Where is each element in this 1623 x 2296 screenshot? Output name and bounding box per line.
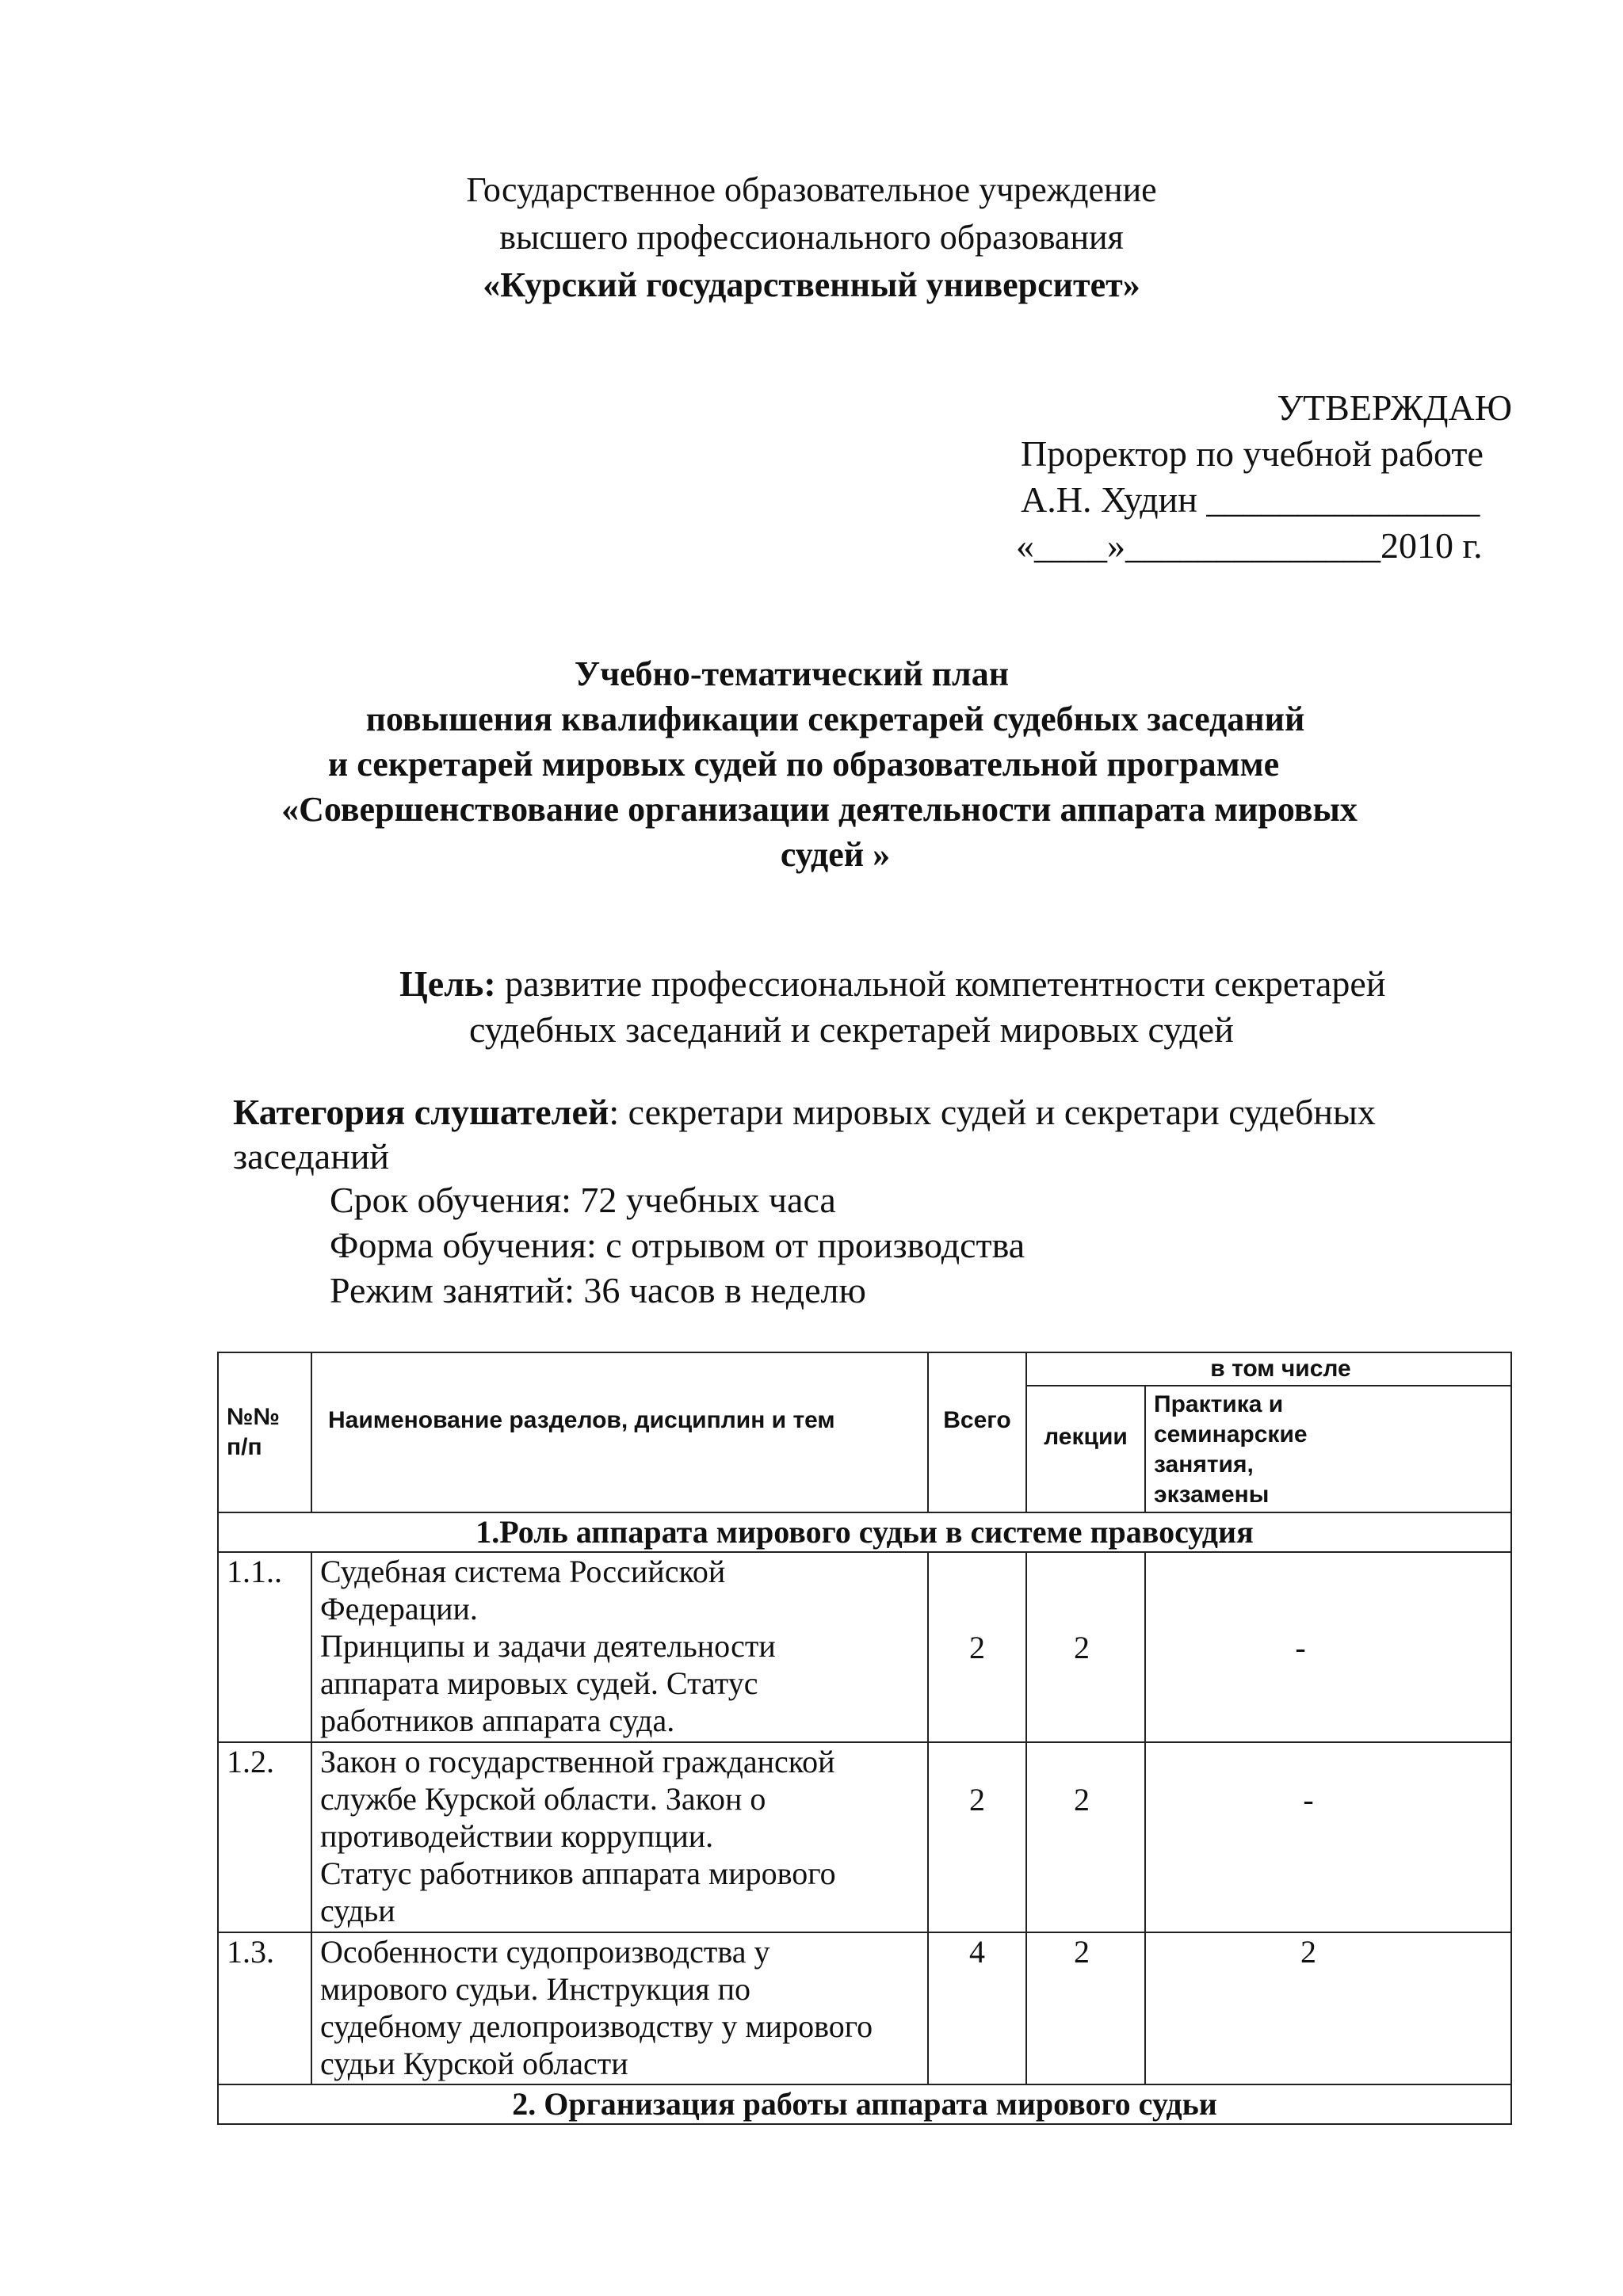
goal-line-1 <box>399 960 1385 1008</box>
row-lectures: 2 <box>1026 1552 1145 1742</box>
listeners-category <box>233 1090 1533 1179</box>
row-lectures: 2 <box>1026 1932 1145 2084</box>
institution-line-2: высшего профессионального образования <box>499 218 1124 257</box>
row-total: 4 <box>928 1932 1026 2084</box>
row-title-line: Статус работников аппарата мирового <box>320 1855 836 1891</box>
document-title <box>0 651 1623 877</box>
header-number <box>218 1352 311 1512</box>
title-line-5: судей » <box>780 835 891 874</box>
header-total: Всего <box>928 1352 1026 1512</box>
row-number: 1.1.. <box>218 1552 311 1742</box>
row-title <box>311 1742 928 1932</box>
title-line-4: «Совершенствование организации деятельности аппарата мировых <box>281 790 1358 829</box>
row-title <box>311 1932 928 2084</box>
approval-position: Проректор по учебной работе <box>1021 433 1484 474</box>
row-title-line: судьи Курской области <box>320 2046 628 2081</box>
header-name: Наименование разделов, дисциплин и тем <box>311 1352 928 1512</box>
row-title-line: Судебная система Российской <box>320 1554 726 1589</box>
row-title-line: службе Курской области. Закон о <box>320 1781 766 1817</box>
section-2-heading: 2. Организация работы аппарата мирового судьи <box>218 2084 1511 2124</box>
study-mode: Режим занятий: 36 часов в неделю <box>330 1270 866 1310</box>
row-title-line: Закон о государственной гражданской <box>320 1744 835 1779</box>
table-row <box>218 1932 1511 2084</box>
institution-line-1: Государственное образовательное учреждение <box>466 170 1157 209</box>
row-practice: 2 <box>1145 1932 1511 2084</box>
row-total: 2 <box>928 1552 1026 1742</box>
institution-header <box>0 166 1623 309</box>
table-row <box>218 1742 1511 1932</box>
listeners-label: Категория слушателей <box>233 1092 609 1132</box>
header-including: в том числе <box>1026 1352 1511 1386</box>
header-number-line-1: №№ <box>227 1404 280 1430</box>
goal-text-1: развитие профессиональной компетентности секретарей <box>495 963 1386 1004</box>
header-practice-line-1: Практика и <box>1154 1391 1284 1417</box>
row-title-line: мирового судьи. Инструкция по <box>320 1971 750 2007</box>
row-title-line: Особенности судопроизводства у <box>320 1934 770 1970</box>
row-title-line: противодействии коррупции. <box>320 1818 714 1854</box>
approval-title: УТВЕРЖДАЮ <box>1277 387 1512 428</box>
university-name: «Курский государственный университет» <box>483 265 1140 304</box>
row-title-line: работников аппарата суда. <box>320 1703 675 1738</box>
approval-signatory: А.Н. Худин _______________ <box>1021 479 1480 520</box>
title-line-1: Учебно-тематический план <box>574 654 1010 693</box>
goal-label: Цель: <box>399 963 496 1004</box>
header-practice-line-3: занятия, <box>1154 1451 1254 1478</box>
row-title-line: Федерации. <box>320 1591 478 1627</box>
approval-block <box>1016 385 1512 569</box>
row-title-line: судебному делопроизводству у мирового <box>320 2008 873 2044</box>
header-lectures: лекции <box>1026 1386 1145 1512</box>
curriculum-table <box>217 1352 1512 2125</box>
goal-text-2: судебных заседаний и секретарей мировых судей <box>469 1009 1234 1050</box>
row-practice: - <box>1145 1742 1511 1932</box>
title-line-3: и секретарей мировых судей по образовательной программе <box>327 745 1280 784</box>
row-title-line: Принципы и задачи деятельности <box>320 1628 776 1664</box>
row-number: 1.3. <box>218 1932 311 2084</box>
row-lectures: 2 <box>1026 1742 1145 1932</box>
header-practice <box>1145 1386 1511 1512</box>
section-1-heading: 1.Роль аппарата мирового судьи в системе правосудия <box>218 1512 1511 1552</box>
header-number-line-2: п/п <box>227 1434 262 1460</box>
approval-date: «____»______________2010 г. <box>1016 525 1483 566</box>
study-info <box>330 1177 1025 1313</box>
row-practice: - <box>1145 1552 1511 1742</box>
row-title <box>311 1552 928 1742</box>
title-line-2: повышения квалификации секретарей судебных заседаний <box>365 700 1305 738</box>
study-duration: Срок обучения: 72 учебных часа <box>330 1180 836 1220</box>
header-practice-line-2: семинарские <box>1154 1421 1308 1447</box>
listeners-text: : секретари мировых судей и секретари судебных заседаний <box>233 1092 1376 1177</box>
table-row <box>218 1552 1511 1742</box>
header-practice-line-4: экзамены <box>1154 1482 1270 1508</box>
goal-line-2 <box>469 1006 1234 1054</box>
row-number: 1.2. <box>218 1742 311 1932</box>
row-title-line: аппарата мировых судей. Статус <box>320 1665 758 1701</box>
row-title-line: судьи <box>320 1893 395 1928</box>
row-total: 2 <box>928 1742 1026 1932</box>
study-form: Форма обучения: с отрывом от производства <box>330 1225 1025 1265</box>
